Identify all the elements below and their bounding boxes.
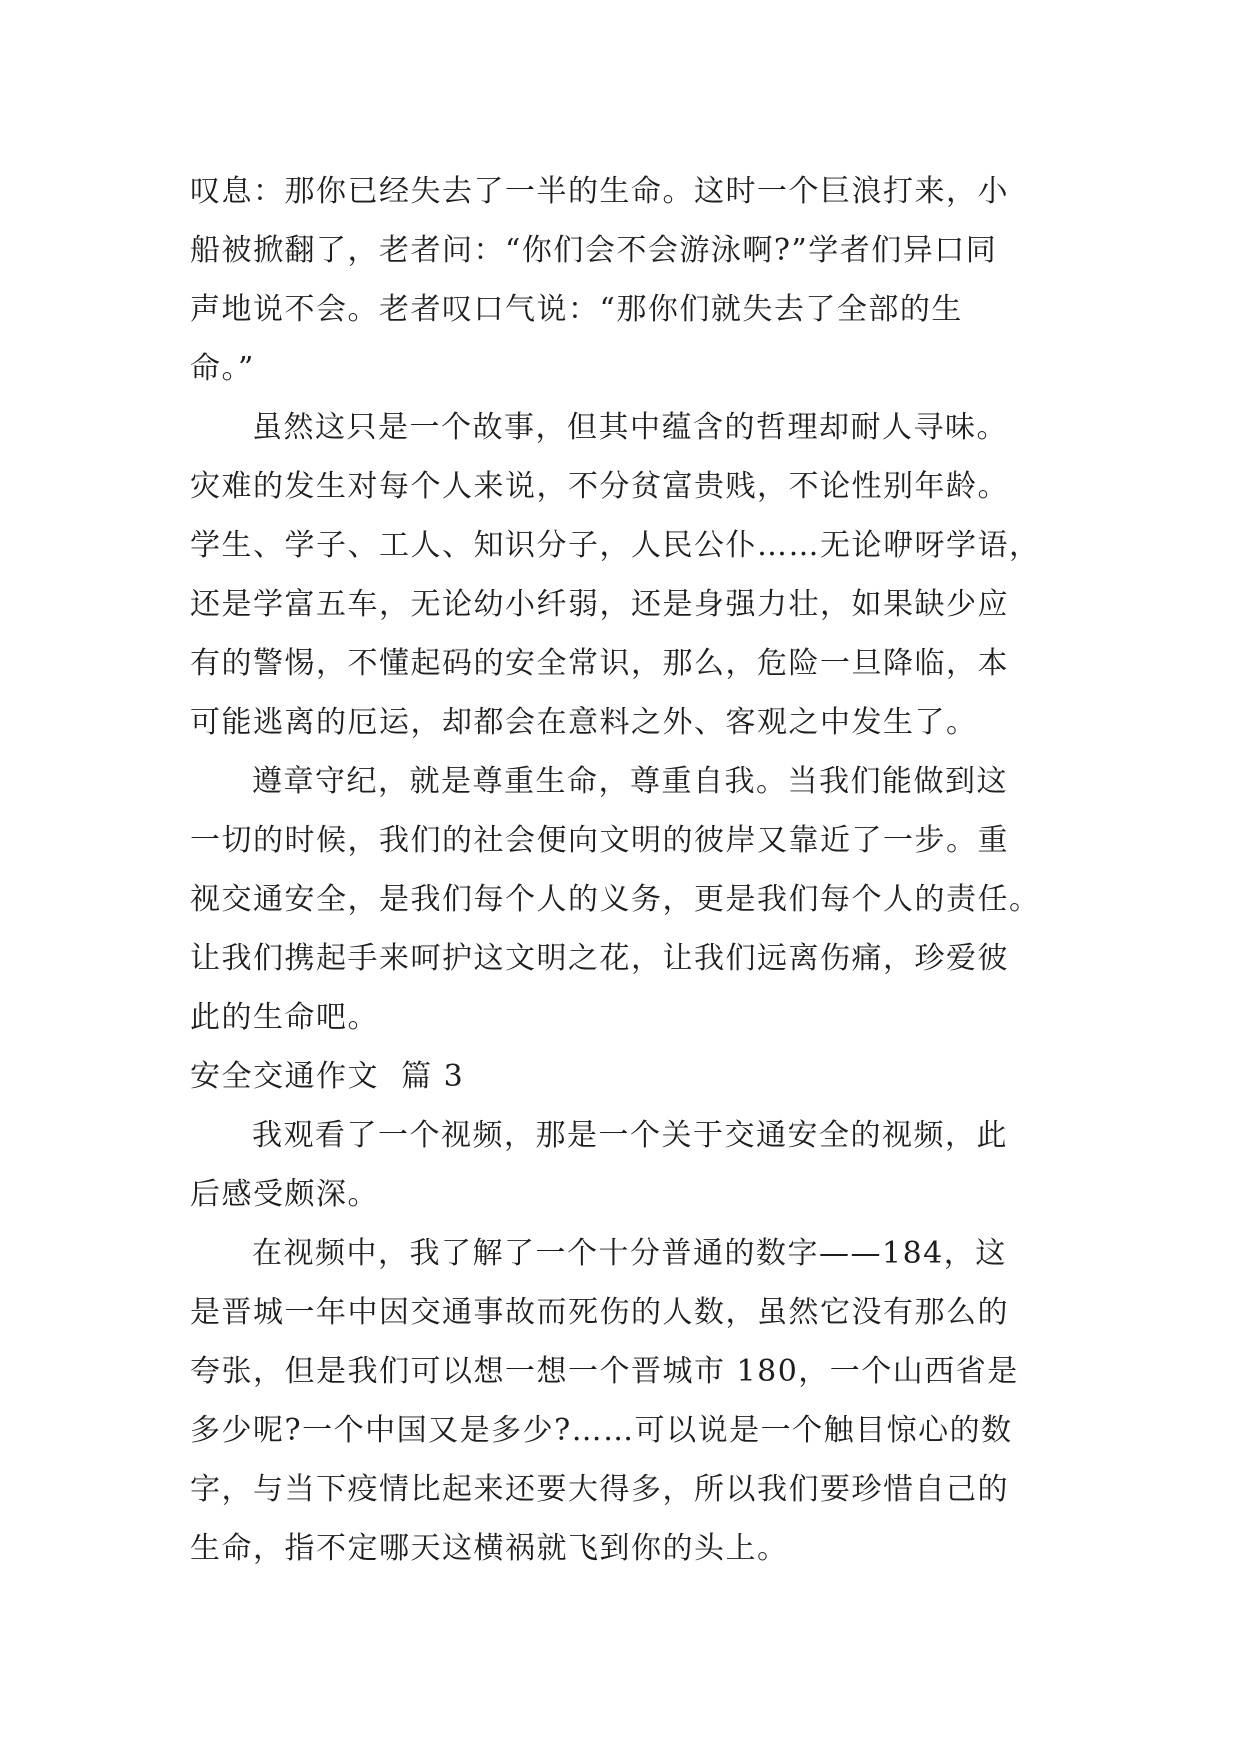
text-line: 灾难的发生对每个人来说，不分贫富贵贱，不论性别年龄。 <box>190 469 1009 504</box>
text-line: 一切的时候，我们的社会便向文明的彼岸又靠近了一步。重 <box>190 823 1009 858</box>
text-line: 在视频中，我了解了一个十分普通的数字——184，这 <box>252 1236 1007 1271</box>
text-line: 字，与当下疫情比起来还要大得多，所以我们要珍惜自己的 <box>190 1472 1009 1507</box>
text-line: 叹息：那你已经失去了一半的生命。这时一个巨浪打来，小 <box>190 174 1009 209</box>
text-line: 还是学富五车，无论幼小纤弱，还是身强力壮，如果缺少应 <box>190 587 1009 622</box>
text-line: 遵章守纪，就是尊重生命，尊重自我。当我们能做到这 <box>252 764 1008 799</box>
text-line: 船被掀翻了，老者问：“你们会不会游泳啊?”学者们异口同 <box>190 233 998 268</box>
text-line: 声地说不会。老者叹口气说：“那你们就失去了全部的生 <box>190 292 963 327</box>
text-line: 是晋城一年中因交通事故而死伤的人数，虽然它没有那么的 <box>190 1295 1009 1330</box>
text-line: 后感受颇深。 <box>190 1177 379 1212</box>
text-line: 此的生命吧。 <box>190 1000 379 1035</box>
text-line: 多少呢?一个中国又是多少?……可以说是一个触目惊心的数 <box>190 1413 1013 1448</box>
text-line: 我观看了一个视频，那是一个关于交通安全的视频，此 <box>252 1118 1008 1153</box>
section-heading: 安全交通作文 篇 3 <box>190 1059 465 1094</box>
text-line: 生命，指不定哪天这横祸就飞到你的头上。 <box>190 1531 789 1566</box>
document-body <box>190 162 1050 1578</box>
text-line: 命。” <box>190 351 255 386</box>
text-line: 有的警惕，不懂起码的安全常识，那么，危险一旦降临，本 <box>190 646 1009 681</box>
text-line: 虽然这只是一个故事，但其中蕴含的哲理却耐人寻味。 <box>252 410 1008 445</box>
text-line: 夸张，但是我们可以想一想一个晋城市 180，一个山西省是 <box>190 1354 1019 1389</box>
text-line: 学生、学子、工人、知识分子，人民公仆……无论咿呀学语， <box>190 528 1041 563</box>
text-line: 可能逃离的厄运，却都会在意料之外、客观之中发生了。 <box>190 705 978 740</box>
text-line: 视交通安全，是我们每个人的义务，更是我们每个人的责任。 <box>190 882 1041 917</box>
text-line: 让我们携起手来呵护这文明之花，让我们远离伤痛，珍爱彼 <box>190 941 1009 976</box>
